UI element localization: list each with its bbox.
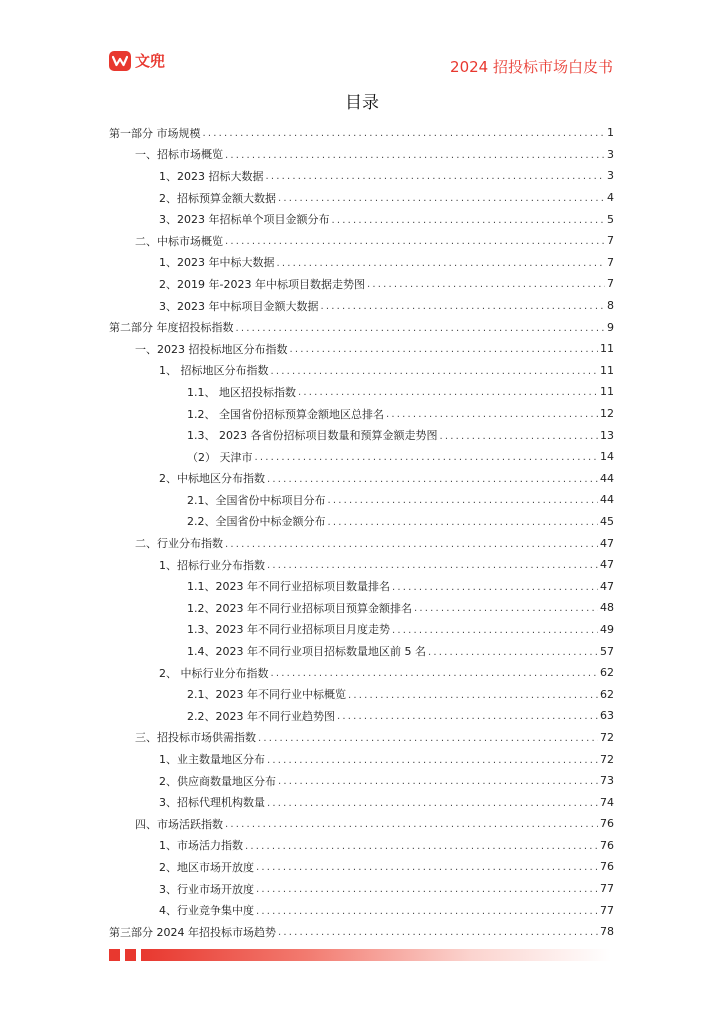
toc-leader-dots [203, 128, 606, 139]
toc-leader-dots [328, 495, 599, 506]
toc-entry[interactable] [109, 791, 614, 813]
document-title: 2024 招投标市场白皮书 [450, 58, 613, 76]
toc-entry[interactable] [109, 597, 614, 619]
toc-leader-dots [267, 798, 598, 809]
toc-leader-dots [256, 862, 598, 873]
toc-leader-dots [298, 387, 598, 398]
toc-leader-dots [225, 819, 598, 830]
toc-page-number: 47 [600, 558, 614, 572]
toc-entry-label: 1、业主数量地区分布 [159, 753, 265, 767]
toc-entry[interactable] [109, 640, 614, 662]
brand-logo [109, 50, 165, 71]
toc-leader-dots [392, 625, 598, 636]
toc-leader-dots [290, 344, 599, 355]
toc-page-number: 49 [600, 622, 614, 636]
toc-entry[interactable] [109, 770, 614, 792]
toc-entry-label: 3、招标代理机构数量 [159, 796, 265, 810]
toc-page-number: 14 [600, 450, 614, 464]
toc-page-number: 74 [600, 795, 614, 809]
toc-leader-dots [255, 452, 599, 463]
toc-leader-dots [277, 258, 606, 269]
toc-leader-dots [367, 279, 605, 290]
toc-page-number: 3 [607, 147, 614, 161]
toc-page-number: 7 [607, 255, 614, 269]
toc-entry-label: 一、2023 招投标地区分布指数 [135, 342, 288, 356]
toc-entry-label: 2、 中标行业分布指数 [159, 666, 269, 680]
page-title: 目录 [345, 93, 379, 113]
toc-entry-label: 第三部分 2024 年招投标市场趋势 [109, 925, 276, 939]
toc-entry-label: 2、2019 年-2023 年中标项目数据走势图 [159, 277, 365, 291]
toc-leader-dots [271, 668, 599, 679]
toc-entry-label: 1.2、2023 年不同行业招标项目预算金额排名 [187, 601, 412, 615]
toc-page-number: 11 [600, 342, 614, 356]
toc-page-number: 7 [607, 234, 614, 248]
toc-leader-dots [278, 927, 598, 938]
toc-entry-label: 1.3、2023 年不同行业招标项目月度走势 [187, 623, 390, 637]
toc-entry[interactable] [109, 360, 614, 382]
toc-leader-dots [332, 215, 606, 226]
toc-entry[interactable] [109, 727, 614, 749]
toc-page-number: 62 [600, 666, 614, 680]
footer-square [109, 949, 120, 961]
toc-entry-label: 3、行业市场开放度 [159, 882, 254, 896]
toc-leader-dots [236, 323, 606, 334]
brand-mark-icon [109, 51, 131, 71]
toc-page-number: 7 [607, 277, 614, 291]
toc-entry[interactable] [109, 683, 614, 705]
toc-leader-dots [256, 906, 598, 917]
toc-entry-label: 2、供应商数量地区分布 [159, 774, 276, 788]
toc-entry-label: 3、2023 年招标单个项目金额分布 [159, 213, 330, 227]
toc-entry[interactable] [109, 856, 614, 878]
toc-entry-label: 一、招标市场概览 [135, 148, 223, 162]
toc-leader-dots [392, 582, 598, 593]
w-glyph-icon [112, 55, 128, 67]
toc-entry[interactable] [109, 446, 614, 468]
footer-square [125, 949, 136, 961]
toc-page-number: 11 [600, 385, 614, 399]
toc-page-number: 77 [600, 882, 614, 896]
toc-entry-label: 2、地区市场开放度 [159, 860, 254, 874]
footer-gradient-bar [141, 949, 611, 961]
toc-leader-dots [271, 366, 599, 377]
toc-leader-dots [266, 171, 606, 182]
toc-page-number: 76 [600, 838, 614, 852]
toc-leader-dots [386, 409, 598, 420]
toc-page-number: 5 [607, 212, 614, 226]
toc-entry[interactable] [109, 295, 614, 317]
toc-page-number: 45 [600, 514, 614, 528]
toc-leader-dots [428, 647, 598, 658]
toc-entry[interactable] [109, 813, 614, 835]
toc-entry[interactable] [109, 705, 614, 727]
toc-page-number: 3 [607, 169, 614, 183]
toc-entry[interactable] [109, 511, 614, 533]
toc-entry[interactable] [109, 144, 614, 166]
toc-entry-label: 2、中标地区分布指数 [159, 472, 265, 486]
toc-entry[interactable] [109, 899, 614, 921]
toc-entry-label: 2.2、全国省份中标金额分布 [187, 515, 326, 529]
toc-entry-label: 四、市场活跃指数 [135, 817, 223, 831]
toc-leader-dots [348, 690, 598, 701]
toc-entry-label: 1.4、2023 年不同行业项目招标数量地区前 5 名 [187, 645, 426, 659]
toc-leader-dots [278, 776, 598, 787]
toc-page-number: 8 [607, 299, 614, 313]
toc-entry-label: 三、招投标市场供需指数 [135, 731, 256, 745]
toc-entry-label: 第二部分 年度招投标指数 [109, 321, 234, 335]
toc-leader-dots [414, 603, 598, 614]
toc-entry[interactable] [109, 252, 614, 274]
toc-entry-label: 2.1、2023 年不同行业中标概览 [187, 688, 346, 702]
footer-decoration [109, 949, 611, 961]
toc-entry-label: 2、招标预算金额大数据 [159, 191, 276, 205]
page-header [0, 0, 724, 80]
toc-entry-label: 4、行业竞争集中度 [159, 904, 254, 918]
toc-entry[interactable] [109, 835, 614, 857]
toc-entry[interactable] [109, 424, 614, 446]
toc-entry-label: 1.3、 2023 各省份招标项目数量和预算金额走势图 [187, 429, 438, 443]
toc-entry-label: 3、2023 年中标项目金额大数据 [159, 299, 319, 313]
toc-page-number: 47 [600, 579, 614, 593]
toc-entry-label: 1.1、 地区招投标指数 [187, 385, 296, 399]
toc-entry-label: 2.2、2023 年不同行业趋势图 [187, 709, 335, 723]
toc-page-number: 63 [600, 709, 614, 723]
toc-page-number: 73 [600, 774, 614, 788]
toc-leader-dots [258, 733, 598, 744]
toc-leader-dots [256, 884, 598, 895]
toc-page-number: 48 [600, 601, 614, 615]
toc-entry[interactable] [109, 554, 614, 576]
toc-page-number: 11 [600, 363, 614, 377]
toc-leader-dots [321, 301, 606, 312]
toc-leader-dots [439, 431, 598, 442]
toc-leader-dots [337, 711, 598, 722]
toc-page-number: 47 [600, 536, 614, 550]
toc-entry[interactable] [109, 619, 614, 641]
toc-entry[interactable] [109, 403, 614, 425]
toc-entry-label: 1、2023 招标大数据 [159, 169, 264, 183]
toc-leader-dots [328, 517, 599, 528]
toc-entry[interactable] [109, 748, 614, 770]
toc-leader-dots [267, 755, 598, 766]
toc-page-number: 77 [600, 903, 614, 917]
toc-entry-label: 2.1、全国省份中标项目分布 [187, 493, 326, 507]
toc-entry[interactable] [109, 165, 614, 187]
toc-page-number: 12 [600, 407, 614, 421]
toc-leader-dots [245, 841, 598, 852]
toc-entry-label: 1.2、 全国省份招标预算金额地区总排名 [187, 407, 384, 421]
toc-entry[interactable] [109, 208, 614, 230]
toc-entry-label: 1.1、2023 年不同行业招标项目数量排名 [187, 580, 390, 594]
toc-entry[interactable] [109, 489, 614, 511]
toc-entry-label: 二、行业分布指数 [135, 537, 223, 551]
toc-page-number: 44 [600, 493, 614, 507]
brand-name: 文兜 [135, 52, 166, 70]
toc-entry[interactable] [109, 187, 614, 209]
toc-entry[interactable] [109, 532, 614, 554]
toc-leader-dots [267, 560, 598, 571]
toc-page-number: 57 [600, 644, 614, 658]
toc-entry[interactable] [109, 273, 614, 295]
toc-page-number: 44 [600, 471, 614, 485]
toc-entry[interactable] [109, 575, 614, 597]
toc-entry[interactable] [109, 921, 614, 943]
toc-page-number: 76 [600, 860, 614, 874]
toc-entry[interactable] [109, 316, 614, 338]
toc-page-number: 4 [607, 191, 614, 205]
table-of-contents [109, 122, 614, 943]
toc-entry[interactable] [109, 662, 614, 684]
toc-entry-label: 1、2023 年中标大数据 [159, 256, 275, 270]
toc-page-number: 78 [600, 925, 614, 939]
toc-page-number: 9 [607, 320, 614, 334]
toc-page-number: 76 [600, 817, 614, 831]
toc-entry[interactable] [109, 381, 614, 403]
toc-page-number: 62 [600, 687, 614, 701]
toc-entry[interactable] [109, 122, 614, 144]
toc-entry[interactable] [109, 878, 614, 900]
toc-entry[interactable] [109, 230, 614, 252]
toc-entry[interactable] [109, 468, 614, 490]
toc-entry[interactable] [109, 338, 614, 360]
toc-page-number: 72 [600, 730, 614, 744]
toc-leader-dots [267, 474, 598, 485]
toc-entry-label: （2） 天津市 [187, 450, 253, 464]
toc-entry-label: 1、 招标地区分布指数 [159, 364, 269, 378]
toc-page-number: 13 [600, 428, 614, 442]
toc-leader-dots [278, 193, 605, 204]
toc-entry-label: 第一部分 市场规模 [109, 126, 201, 140]
toc-entry-label: 二、中标市场概览 [135, 234, 223, 248]
toc-entry-label: 1、招标行业分布指数 [159, 558, 265, 572]
toc-leader-dots [225, 236, 605, 247]
toc-page-number: 72 [600, 752, 614, 766]
toc-entry-label: 1、市场活力指数 [159, 839, 243, 853]
toc-page-number: 1 [607, 126, 614, 140]
toc-leader-dots [225, 539, 598, 550]
toc-leader-dots [225, 150, 605, 161]
